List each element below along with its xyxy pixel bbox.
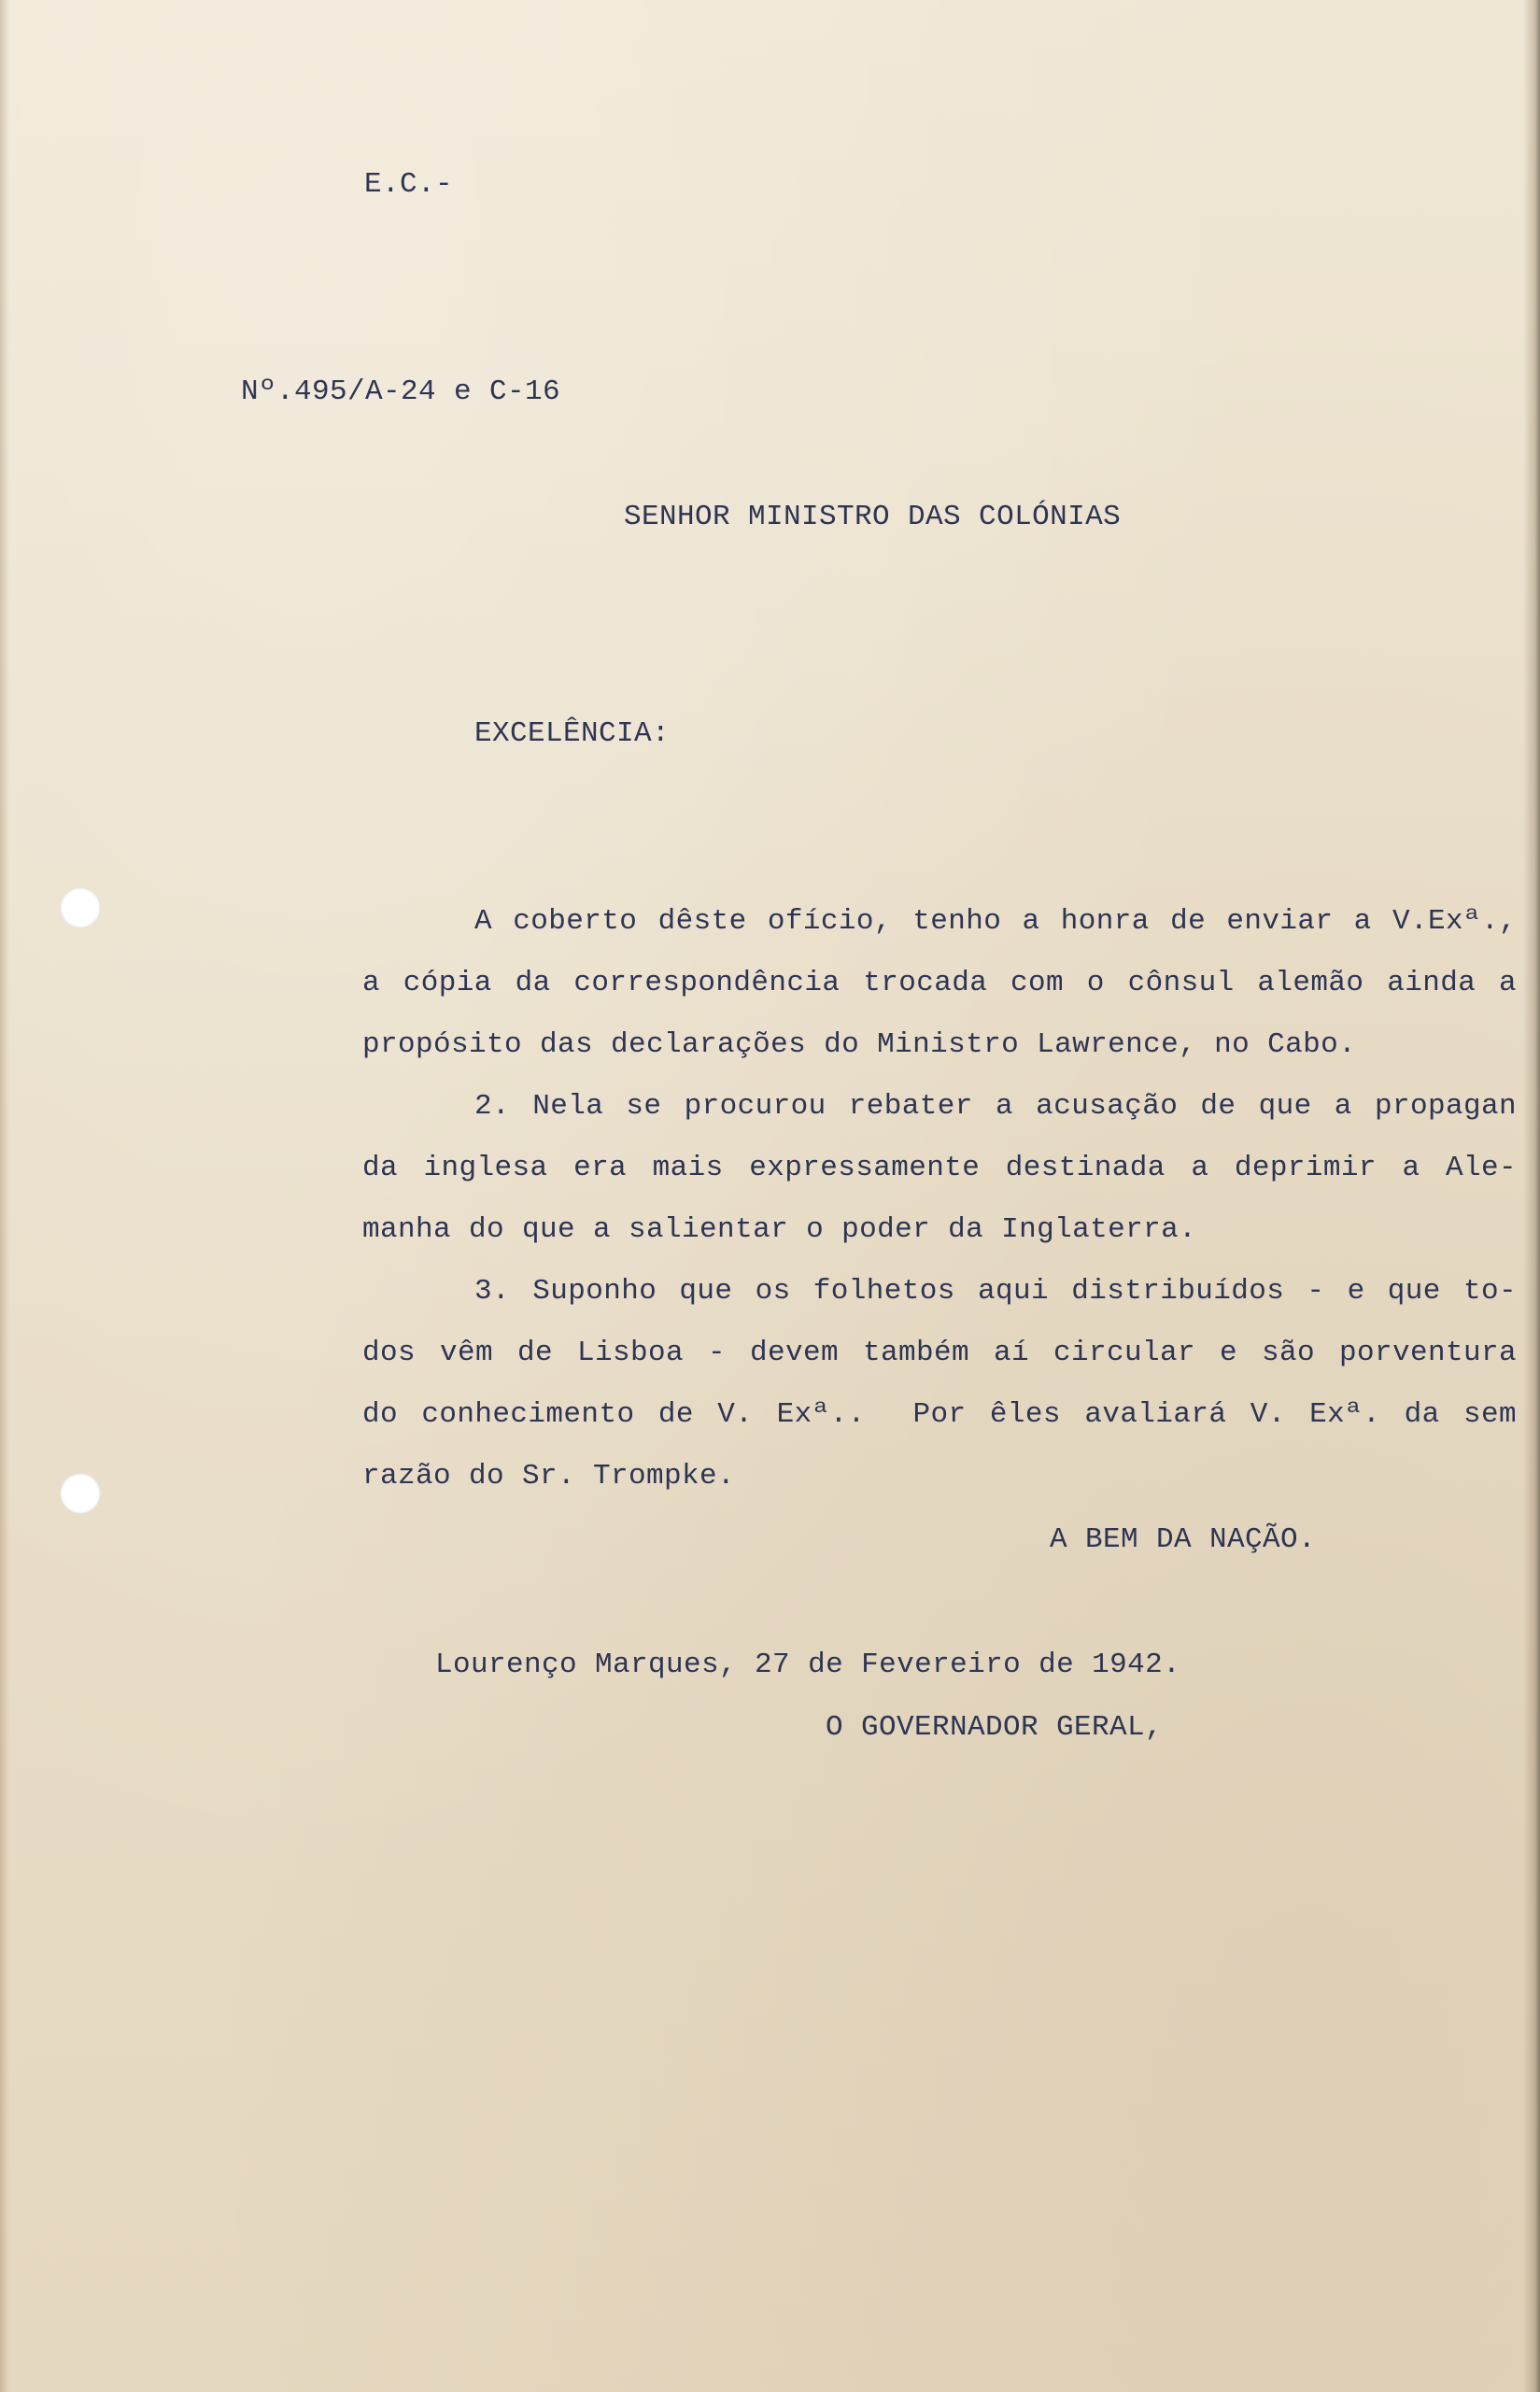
punch-hole-upper bbox=[60, 887, 101, 928]
punch-hole-lower bbox=[60, 1473, 101, 1514]
salutation: EXCELÊNCIA: bbox=[474, 717, 671, 750]
paragraph-2-line-1: 2. Nela se procurou rebater a acusação de que a propagan bbox=[474, 1090, 1517, 1123]
reference-code: E.C.- bbox=[364, 168, 454, 201]
addressee: SENHOR MINISTRO DAS COLÓNIAS bbox=[624, 501, 1122, 533]
paragraph-3-line-4: razão do Sr. Trompke. bbox=[362, 1460, 736, 1493]
paragraph-1-line-3: propósito das declarações do Ministro Lawrence, no Cabo. bbox=[362, 1028, 1357, 1061]
paragraph-3-line-2: dos vêm de Lisboa - devem também aí circular e são porventura bbox=[362, 1337, 1517, 1369]
paragraph-1-line-1: A coberto dêste ofício, tenho a honra de enviar a V.Exª., bbox=[474, 905, 1517, 938]
file-number: Nº.495/A-24 e C-16 bbox=[241, 375, 561, 408]
paragraph-2-line-2: da inglesa era mais expressamente destinada a deprimir a Ale- bbox=[362, 1152, 1517, 1184]
paper-right-edge bbox=[1523, 0, 1540, 2392]
paragraph-1-line-2: a cópia da correspondência trocada com o cônsul alemão ainda a bbox=[362, 967, 1517, 999]
paragraph-2-line-3: manha do que a salientar o poder da Inglaterra. bbox=[362, 1213, 1197, 1246]
closing-formula: A BEM DA NAÇÃO. bbox=[1050, 1523, 1317, 1556]
signatory-title: O GOVERNADOR GERAL, bbox=[826, 1711, 1164, 1744]
paragraph-3-line-3: do conhecimento de V. Exª.. Por êles avaliará V. Exª. da sem bbox=[362, 1398, 1517, 1431]
paragraph-3-line-1: 3. Suponho que os folhetos aqui distribuídos - e que to- bbox=[474, 1275, 1517, 1308]
paper-left-edge bbox=[0, 0, 9, 2392]
place-and-date: Lourenço Marques, 27 de Fevereiro de 1942. bbox=[435, 1649, 1181, 1681]
